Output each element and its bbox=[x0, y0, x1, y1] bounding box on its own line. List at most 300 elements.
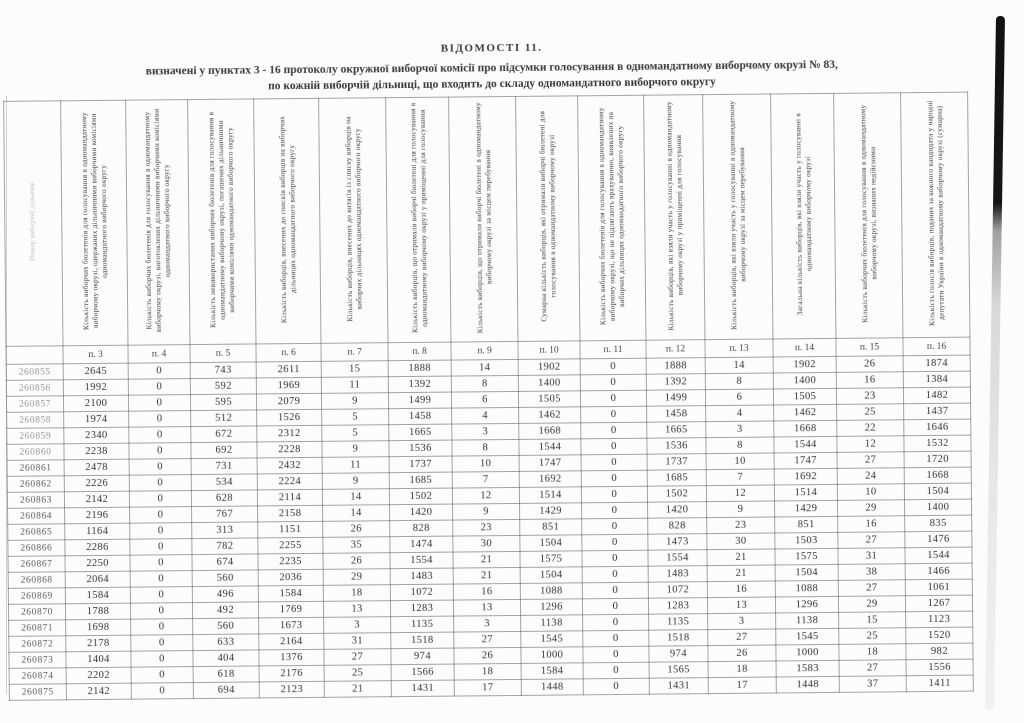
value-cell: 1404 bbox=[66, 651, 131, 668]
value-cell: 31 bbox=[838, 548, 905, 565]
value-cell: 17 bbox=[708, 677, 776, 694]
value-cell: 29 bbox=[838, 596, 905, 613]
value-cell: 0 bbox=[582, 502, 648, 519]
value-cell: 974 bbox=[391, 648, 454, 665]
precinct-id: 260857 bbox=[6, 396, 63, 413]
value-cell: 1072 bbox=[390, 584, 453, 601]
value-cell: 2142 bbox=[64, 491, 129, 508]
value-cell: 0 bbox=[582, 534, 648, 551]
value-cell: 1668 bbox=[519, 423, 581, 440]
value-cell: 2645 bbox=[63, 363, 128, 380]
value-cell: 1584 bbox=[258, 585, 323, 602]
value-cell: 1545 bbox=[776, 628, 839, 645]
value-cell: 8 bbox=[706, 437, 774, 454]
column-header-cell bbox=[834, 93, 903, 339]
point-label: п. 9 bbox=[451, 341, 518, 360]
value-cell: 13 bbox=[707, 597, 775, 614]
document-title: ВІДОМОСТІ 11. bbox=[440, 41, 543, 55]
value-cell: 1504 bbox=[904, 483, 971, 500]
value-cell: 18 bbox=[708, 661, 776, 678]
value-cell: 14 bbox=[322, 489, 389, 506]
value-cell: 1437 bbox=[904, 403, 971, 420]
value-cell: 0 bbox=[583, 678, 649, 695]
point-label: п. 6 bbox=[256, 343, 321, 362]
value-cell: 0 bbox=[582, 566, 648, 583]
value-cell: 0 bbox=[581, 454, 647, 471]
precinct-id: 260868 bbox=[8, 572, 65, 589]
value-cell: 0 bbox=[580, 358, 646, 375]
value-cell: 2202 bbox=[66, 667, 131, 684]
value-cell: 1458 bbox=[647, 406, 706, 423]
value-cell: 2100 bbox=[63, 395, 128, 412]
point-label: п. 12 bbox=[646, 340, 705, 359]
value-cell: 2235 bbox=[258, 553, 323, 570]
column-header-text-10: Сумарна кількість виборців, які отримали виборчі бюлетені для голосування в одномандатному виборчому окрузі bbox=[537, 110, 558, 322]
value-cell: 9 bbox=[453, 503, 520, 520]
value-cell: 18 bbox=[323, 585, 390, 602]
value-cell: 7 bbox=[706, 469, 774, 486]
value-cell: 0 bbox=[131, 635, 193, 652]
value-cell: 0 bbox=[581, 406, 647, 423]
column-header-text-9: Кількість виборців, що отримали виборчі бюлетені в одномандатному виборчому окрузі за місцем перебування bbox=[472, 101, 493, 333]
value-cell: 21 bbox=[324, 681, 391, 698]
value-cell: 2158 bbox=[258, 505, 323, 522]
value-cell: 1544 bbox=[905, 547, 972, 564]
value-cell: 27 bbox=[839, 660, 906, 677]
precinct-id: 260875 bbox=[9, 684, 66, 701]
value-cell: 1505 bbox=[518, 391, 580, 408]
column-header-cell bbox=[188, 99, 256, 345]
value-cell: 1420 bbox=[390, 504, 453, 521]
value-cell: 1545 bbox=[521, 631, 583, 648]
value-cell: 1462 bbox=[519, 407, 581, 424]
value-cell: 1135 bbox=[391, 616, 454, 633]
point-label: п. 7 bbox=[321, 343, 388, 362]
value-cell: 1296 bbox=[520, 599, 582, 616]
value-cell: 1665 bbox=[647, 422, 706, 439]
column-header-cell bbox=[126, 100, 190, 346]
value-cell: 25 bbox=[837, 404, 904, 421]
value-cell: 1283 bbox=[648, 598, 707, 615]
precinct-id: 260865 bbox=[8, 524, 65, 541]
value-cell: 1584 bbox=[65, 587, 130, 604]
precinct-id: 260869 bbox=[8, 588, 65, 605]
value-cell: 1138 bbox=[776, 612, 839, 629]
value-cell: 14 bbox=[705, 357, 773, 374]
column-header-cell bbox=[319, 98, 388, 344]
value-cell: 974 bbox=[649, 646, 708, 663]
value-cell: 1296 bbox=[775, 596, 838, 613]
value-cell: 27 bbox=[838, 580, 905, 597]
value-cell: 0 bbox=[128, 363, 190, 380]
value-cell: 1431 bbox=[649, 678, 708, 695]
column-header-text-15: Кількість виборчих бюлетенів для голосування в одномандатному виборчому окрузі, визнаних недійсними bbox=[857, 104, 878, 323]
value-cell: 560 bbox=[193, 618, 259, 635]
value-cell: 0 bbox=[129, 475, 191, 492]
point-label: п. 11 bbox=[580, 340, 646, 359]
point-label: п. 8 bbox=[388, 342, 451, 361]
value-cell: 24 bbox=[837, 468, 904, 485]
value-cell: 2176 bbox=[259, 665, 324, 682]
value-cell: 0 bbox=[581, 422, 647, 439]
value-cell: 30 bbox=[707, 533, 775, 550]
column-header-cell bbox=[901, 92, 970, 338]
value-cell: 1788 bbox=[65, 603, 130, 620]
value-cell: 1554 bbox=[390, 552, 453, 569]
precinct-id: 260862 bbox=[7, 476, 64, 493]
value-cell: 27 bbox=[454, 631, 521, 648]
value-cell: 0 bbox=[128, 395, 190, 412]
value-cell: 37 bbox=[839, 676, 906, 693]
value-cell: 2238 bbox=[64, 443, 129, 460]
value-cell: 3 bbox=[454, 615, 521, 632]
value-cell: 1462 bbox=[774, 404, 837, 421]
value-cell: 1720 bbox=[904, 451, 971, 468]
value-cell: 1646 bbox=[904, 419, 971, 436]
precinct-id: 260860 bbox=[7, 444, 64, 461]
value-cell: 12 bbox=[837, 436, 904, 453]
value-cell: 14 bbox=[323, 505, 390, 522]
value-cell: 633 bbox=[193, 634, 259, 651]
value-cell: 3 bbox=[452, 423, 519, 440]
column-header-cell bbox=[578, 95, 646, 341]
value-cell: 1737 bbox=[389, 456, 452, 473]
value-cell: 1518 bbox=[649, 630, 708, 647]
value-cell: 0 bbox=[130, 555, 192, 572]
value-cell: 27 bbox=[837, 452, 904, 469]
value-cell: 1499 bbox=[388, 392, 451, 409]
value-cell: 2142 bbox=[66, 683, 131, 700]
value-cell: 1000 bbox=[521, 647, 583, 664]
value-cell: 22 bbox=[837, 420, 904, 437]
value-cell: 3 bbox=[324, 617, 391, 634]
column-header-cell bbox=[516, 96, 580, 342]
value-cell: 23 bbox=[453, 519, 520, 536]
value-cell: 1902 bbox=[518, 359, 580, 376]
value-cell: 25 bbox=[839, 628, 906, 645]
value-cell: 2286 bbox=[65, 539, 130, 556]
title-block bbox=[0, 37, 987, 95]
value-cell: 1164 bbox=[65, 523, 130, 540]
value-cell: 27 bbox=[708, 629, 776, 646]
value-cell: 595 bbox=[190, 394, 256, 411]
value-cell: 16 bbox=[836, 372, 903, 389]
value-cell: 1505 bbox=[773, 388, 836, 405]
value-cell: 2123 bbox=[259, 681, 324, 698]
value-cell: 21 bbox=[707, 549, 775, 566]
value-cell: 9 bbox=[321, 393, 388, 410]
value-cell: 1483 bbox=[648, 566, 707, 583]
value-cell: 1685 bbox=[389, 472, 452, 489]
value-cell: 0 bbox=[130, 507, 192, 524]
value-cell: 1420 bbox=[648, 502, 707, 519]
value-cell: 1483 bbox=[390, 568, 453, 585]
value-cell: 767 bbox=[192, 506, 258, 523]
value-cell: 1668 bbox=[774, 420, 837, 437]
value-cell: 0 bbox=[129, 443, 191, 460]
value-cell: 1448 bbox=[521, 679, 583, 696]
precinct-id: 260871 bbox=[9, 620, 66, 637]
value-cell: 29 bbox=[323, 569, 390, 586]
value-cell: 672 bbox=[191, 426, 257, 443]
value-cell: 835 bbox=[905, 515, 972, 532]
value-cell: 1874 bbox=[903, 355, 970, 372]
value-cell: 1698 bbox=[66, 619, 131, 636]
value-cell: 1504 bbox=[520, 567, 582, 584]
value-cell: 0 bbox=[129, 427, 191, 444]
column-header-cell bbox=[386, 97, 451, 343]
value-cell: 1747 bbox=[519, 455, 581, 472]
value-cell: 23 bbox=[707, 517, 775, 534]
value-cell: 1400 bbox=[773, 372, 836, 389]
value-cell: 11 bbox=[322, 457, 389, 474]
value-cell: 1974 bbox=[64, 411, 129, 428]
precinct-id: 260873 bbox=[9, 652, 66, 669]
column-header-text-16: Кількість голосів виборців, поданих за кожного кандидата у народні депутати України в одномандатному виборчому окрузі (сумарна) bbox=[924, 99, 946, 326]
value-cell: 27 bbox=[838, 532, 905, 549]
value-cell: 2226 bbox=[64, 475, 129, 492]
value-cell: 10 bbox=[837, 484, 904, 501]
value-cell: 851 bbox=[775, 516, 838, 533]
value-cell: 23 bbox=[836, 388, 903, 405]
value-cell: 1088 bbox=[775, 580, 838, 597]
value-cell: 1514 bbox=[519, 487, 581, 504]
value-cell: 2178 bbox=[66, 635, 131, 652]
value-cell: 1673 bbox=[259, 617, 324, 634]
value-cell: 1502 bbox=[389, 488, 452, 505]
column-header-text-11: Кількість виборчих бюлетенів для голосування в одномандатному виборчому окрузі, що не підлягають врахуванню, виявлених на виборчих дільницях одномандатного виборчого округу bbox=[596, 106, 627, 325]
column-header-cell bbox=[771, 93, 836, 339]
value-cell: 2432 bbox=[257, 457, 322, 474]
value-cell: 13 bbox=[323, 601, 390, 618]
value-cell: 2164 bbox=[259, 633, 324, 650]
value-cell: 0 bbox=[580, 390, 646, 407]
value-cell: 0 bbox=[583, 630, 649, 647]
value-cell: 26 bbox=[323, 521, 390, 538]
value-cell: 21 bbox=[707, 565, 775, 582]
precinct-id: 260861 bbox=[7, 460, 64, 477]
value-cell: 0 bbox=[583, 646, 649, 663]
value-cell: 1151 bbox=[258, 521, 323, 538]
column-header-text-6: Кількість виборців, внесених до списків виборців на виборчих дільницях одномандатного виборчого округу bbox=[276, 115, 297, 323]
value-cell: 9 bbox=[707, 501, 775, 518]
value-cell: 1061 bbox=[905, 579, 972, 596]
point-label: п. 14 bbox=[773, 338, 836, 357]
value-cell: 1392 bbox=[646, 374, 705, 391]
precinct-id: 260867 bbox=[8, 556, 65, 573]
value-cell: 1556 bbox=[906, 659, 973, 676]
value-cell: 828 bbox=[648, 518, 707, 535]
value-cell: 982 bbox=[906, 643, 973, 660]
value-cell: 1504 bbox=[775, 564, 838, 581]
value-cell: 2036 bbox=[258, 569, 323, 586]
value-cell: 13 bbox=[453, 599, 520, 616]
value-cell: 1474 bbox=[390, 536, 453, 553]
value-cell: 31 bbox=[324, 633, 391, 650]
value-cell: 1502 bbox=[647, 486, 706, 503]
value-cell: 1466 bbox=[905, 563, 972, 580]
value-cell: 1123 bbox=[906, 611, 973, 628]
precinct-id: 260855 bbox=[6, 364, 63, 381]
value-cell: 21 bbox=[453, 551, 520, 568]
value-cell: 16 bbox=[453, 583, 520, 600]
value-cell: 1665 bbox=[389, 424, 452, 441]
value-cell: 2114 bbox=[257, 489, 322, 506]
value-cell: 592 bbox=[190, 378, 256, 395]
value-cell: 1520 bbox=[906, 627, 973, 644]
value-cell: 1584 bbox=[521, 663, 583, 680]
column-header-text-7: Кількість виборців, внесених до витягів із списку виборців на виборчих дільницях одномандатного виборчого округу bbox=[342, 115, 364, 321]
value-cell: 30 bbox=[453, 535, 520, 552]
point-label: п. 5 bbox=[190, 344, 256, 363]
value-cell: 8 bbox=[705, 373, 773, 390]
value-cell: 9 bbox=[322, 473, 389, 490]
value-cell: 26 bbox=[708, 645, 776, 662]
value-cell: 1888 bbox=[646, 358, 705, 375]
document-subtitle-line2: по кожній виборчій дільниці, що входить до складу одномандатного виборчого округу bbox=[268, 76, 716, 93]
value-cell: 38 bbox=[838, 564, 905, 581]
value-cell: 1376 bbox=[259, 649, 324, 666]
value-cell: 496 bbox=[192, 586, 258, 603]
column-header-cell bbox=[703, 94, 773, 340]
value-cell: 1400 bbox=[904, 499, 971, 516]
value-cell: 0 bbox=[581, 438, 647, 455]
value-cell: 1566 bbox=[391, 664, 454, 681]
value-cell: 0 bbox=[582, 582, 648, 599]
precinct-id: 260864 bbox=[8, 508, 65, 525]
precinct-id: 260858 bbox=[7, 412, 64, 429]
value-cell: 3 bbox=[706, 421, 774, 438]
value-cell: 1504 bbox=[520, 535, 582, 552]
value-cell: 1902 bbox=[773, 356, 836, 373]
corner-header-cell bbox=[4, 101, 63, 347]
value-cell: 1384 bbox=[903, 371, 970, 388]
column-header-text-3: Кількість виборчих бюлетенів для голосування в одномандатному виборчому окрузі, одержаних дільничними виборчими комісіями одномандатного виборчого округу bbox=[79, 111, 109, 330]
value-cell: 2064 bbox=[65, 571, 130, 588]
value-cell: 2312 bbox=[257, 425, 322, 442]
corner-header-label: Номер виборчої дільниці bbox=[28, 181, 38, 261]
value-cell: 1458 bbox=[389, 408, 452, 425]
left-margin-line bbox=[6, 96, 7, 694]
value-cell: 5 bbox=[322, 425, 389, 442]
value-cell: 1554 bbox=[648, 550, 707, 567]
value-cell: 743 bbox=[190, 362, 256, 379]
value-cell: 0 bbox=[131, 619, 193, 636]
value-cell: 512 bbox=[191, 410, 257, 427]
value-cell: 18 bbox=[454, 663, 521, 680]
value-cell: 0 bbox=[580, 374, 646, 391]
value-cell: 27 bbox=[324, 649, 391, 666]
value-cell: 0 bbox=[130, 571, 192, 588]
value-cell: 5 bbox=[322, 409, 389, 426]
precinct-id: 260859 bbox=[7, 428, 64, 445]
value-cell: 0 bbox=[130, 523, 192, 540]
value-cell: 26 bbox=[323, 553, 390, 570]
column-header-cell bbox=[254, 98, 321, 344]
value-cell: 1138 bbox=[521, 615, 583, 632]
value-cell: 25 bbox=[324, 665, 391, 682]
value-cell: 26 bbox=[454, 647, 521, 664]
value-cell: 15 bbox=[839, 612, 906, 629]
value-cell: 3 bbox=[708, 613, 776, 630]
value-cell: 1737 bbox=[647, 454, 706, 471]
value-cell: 35 bbox=[323, 537, 390, 554]
value-cell: 1769 bbox=[258, 601, 323, 618]
value-cell: 2228 bbox=[257, 441, 322, 458]
value-cell: 1499 bbox=[646, 390, 705, 407]
value-cell: 0 bbox=[129, 459, 191, 476]
value-cell: 1969 bbox=[256, 377, 321, 394]
value-cell: 0 bbox=[582, 550, 648, 567]
value-cell: 12 bbox=[706, 485, 774, 502]
value-cell: 0 bbox=[129, 411, 191, 428]
value-cell: 1400 bbox=[518, 375, 580, 392]
header-row bbox=[4, 92, 970, 346]
value-cell: 0 bbox=[582, 518, 648, 535]
value-cell: 1431 bbox=[391, 680, 454, 697]
value-cell: 1536 bbox=[389, 440, 452, 457]
value-cell: 628 bbox=[191, 490, 257, 507]
value-cell: 0 bbox=[130, 539, 192, 556]
value-cell: 404 bbox=[193, 650, 259, 667]
value-cell: 14 bbox=[451, 359, 518, 376]
value-cell: 2196 bbox=[65, 507, 130, 524]
value-cell: 1518 bbox=[391, 632, 454, 649]
value-cell: 1392 bbox=[388, 376, 451, 393]
value-cell: 0 bbox=[131, 683, 193, 700]
value-cell: 8 bbox=[451, 375, 518, 392]
value-cell: 21 bbox=[453, 567, 520, 584]
value-cell: 0 bbox=[582, 598, 648, 615]
value-cell: 1267 bbox=[905, 595, 972, 612]
column-header-text-5: Кількість невикористаних виборчих бюлетенів для голосування в одномандатному виборчому окрузі, погашених дільничними виборчими комісіями одномандатного виборчого округу bbox=[206, 111, 237, 328]
value-cell: 1747 bbox=[774, 452, 837, 469]
value-cell: 674 bbox=[192, 554, 258, 571]
value-cell: 2224 bbox=[257, 473, 322, 490]
value-cell: 782 bbox=[192, 538, 258, 555]
value-cell: 618 bbox=[193, 666, 259, 683]
value-cell: 1283 bbox=[390, 600, 453, 617]
value-cell: 0 bbox=[130, 603, 192, 620]
precinct-id: 260866 bbox=[8, 540, 65, 557]
value-cell: 560 bbox=[192, 570, 258, 587]
point-label: п. 15 bbox=[836, 338, 903, 357]
value-cell: 15 bbox=[321, 361, 388, 378]
value-cell: 1888 bbox=[388, 360, 451, 377]
value-cell: 1685 bbox=[647, 470, 706, 487]
value-cell: 1476 bbox=[905, 531, 972, 548]
value-cell: 692 bbox=[191, 442, 257, 459]
value-cell: 0 bbox=[130, 587, 192, 604]
value-cell: 534 bbox=[191, 474, 257, 491]
precinct-id: 260863 bbox=[7, 492, 64, 509]
value-cell: 1514 bbox=[774, 484, 837, 501]
value-cell: 1135 bbox=[649, 614, 708, 631]
document-subtitle-line1: визначені у пунктах 3 - 16 протоколу окружної виборчої комісії про підсумки голосування в одномандатному виборчому окрузі № 83, bbox=[145, 58, 838, 78]
value-cell: 8 bbox=[452, 439, 519, 456]
column-header-text-8: Кількість виборців, що отримали виборчі бюлетені для голосування в одномандатному виборчому окрузі у приміщенні для голосування bbox=[407, 102, 429, 333]
point-label: п. 16 bbox=[903, 337, 970, 356]
value-cell: 17 bbox=[454, 679, 521, 696]
value-cell: 29 bbox=[838, 500, 905, 517]
column-header-text-4: Кількість виборчих бюлетенів для голосування в одномандатному виборчому окрузі, виготовлених дільничними виборчими комісіями одномандатного виборчого округу bbox=[142, 108, 173, 332]
voting-results-table bbox=[3, 92, 974, 701]
value-cell: 492 bbox=[192, 602, 258, 619]
value-cell: 16 bbox=[838, 516, 905, 533]
precinct-id: 260872 bbox=[9, 636, 66, 653]
value-cell: 0 bbox=[128, 379, 190, 396]
precinct-id: 260870 bbox=[8, 604, 65, 621]
